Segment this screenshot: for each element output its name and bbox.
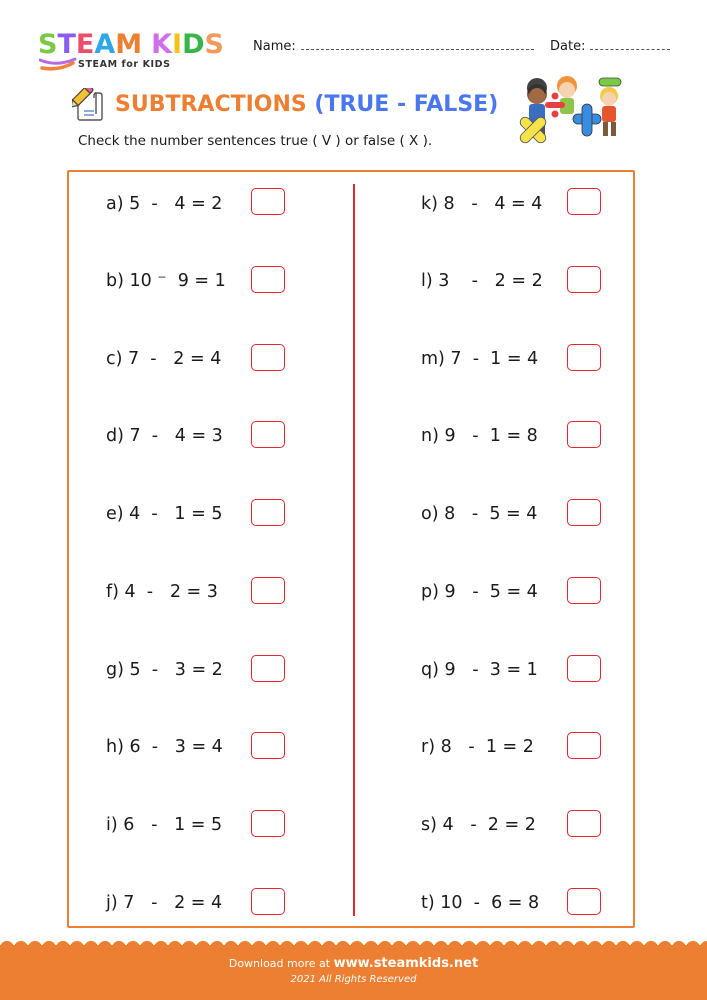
problem-equation: h) 6 - 3 = 4 — [106, 737, 223, 757]
logo-title — [38, 30, 224, 60]
problem-item — [421, 810, 536, 840]
problem-item — [106, 577, 218, 607]
problem-equation: s) 4 - 2 = 2 — [421, 815, 536, 835]
title-qualifier: (TRUE - FALSE) — [314, 92, 499, 117]
answer-checkbox[interactable] — [251, 188, 285, 215]
problem-equation: j) 7 - 2 = 4 — [106, 893, 223, 913]
answer-checkbox[interactable] — [251, 810, 285, 837]
instructions-text: Check the number sentences true ( V ) or false ( X ). — [78, 133, 433, 149]
problem-equation: k) 8 - 4 = 4 — [421, 194, 543, 214]
problem-item — [106, 189, 222, 219]
logo-swoosh-icon — [39, 57, 77, 73]
title-main: SUBTRACTIONS — [115, 92, 307, 117]
footer-download-prefix: Download more at — [228, 957, 334, 970]
problem-equation: p) 9 - 5 = 4 — [421, 582, 538, 602]
problem-equation: a) 5 - 4 = 2 — [106, 194, 223, 214]
answer-checkbox[interactable] — [251, 888, 285, 915]
problem-item — [421, 888, 539, 918]
logo-letter: E — [75, 29, 95, 60]
answer-checkbox[interactable] — [567, 344, 601, 371]
name-field[interactable] — [253, 39, 534, 54]
answer-checkbox[interactable] — [567, 577, 601, 604]
problem-item — [106, 344, 221, 374]
logo-letter: K — [151, 29, 173, 60]
problem-item — [421, 189, 542, 219]
steam-kids-logo — [38, 30, 238, 74]
answer-checkbox[interactable] — [567, 888, 601, 915]
logo-subtitle: STEAM for KIDS — [78, 59, 171, 70]
answer-checkbox[interactable] — [567, 499, 601, 526]
problem-equation: i) 6 - 1 = 5 — [106, 815, 223, 835]
problem-equation: t) 10 - 6 = 8 — [421, 893, 540, 913]
logo-letter: A — [94, 29, 116, 60]
problem-equation: b) 10 ⁻ 9 = 1 — [106, 271, 226, 291]
problem-item — [106, 499, 222, 529]
logo-letter: S — [204, 29, 224, 60]
footer-bar — [0, 945, 707, 1000]
date-label: Date: — [550, 39, 586, 54]
problem-item — [421, 266, 543, 296]
answer-checkbox[interactable] — [251, 577, 285, 604]
column-divider — [353, 184, 355, 916]
problem-equation: f) 4 - 2 = 3 — [106, 582, 218, 602]
problem-equation: d) 7 - 4 = 3 — [106, 426, 223, 446]
problem-item — [421, 655, 538, 685]
logo-letter: T — [57, 29, 76, 60]
footer-copyright: 2021 All Rights Reserved — [290, 974, 417, 985]
answer-checkbox[interactable] — [251, 655, 285, 682]
problem-item — [421, 577, 538, 607]
pencil-scroll-icon — [72, 88, 106, 122]
footer-download — [0, 956, 707, 971]
problem-equation: l) 3 - 2 = 2 — [421, 271, 543, 291]
problem-item — [106, 655, 223, 685]
answer-checkbox[interactable] — [567, 266, 601, 293]
answer-checkbox[interactable] — [251, 421, 285, 448]
problem-equation: m) 7 - 1 = 4 — [421, 349, 539, 369]
answer-checkbox[interactable] — [251, 732, 285, 759]
problem-item — [421, 344, 538, 374]
problem-item — [106, 810, 222, 840]
problem-equation: e) 4 - 1 = 5 — [106, 504, 223, 524]
logo-letter: M — [115, 29, 143, 60]
answer-checkbox[interactable] — [567, 810, 601, 837]
answer-checkbox[interactable] — [251, 344, 285, 371]
logo-letter: D — [182, 29, 205, 60]
problem-item — [421, 732, 534, 762]
answer-checkbox[interactable] — [567, 421, 601, 448]
footer-website-link[interactable]: www.steamkids.net — [333, 956, 479, 971]
problem-item — [421, 421, 538, 451]
logo-letter: I — [172, 29, 183, 60]
answer-checkbox[interactable] — [251, 499, 285, 526]
answer-checkbox[interactable] — [567, 732, 601, 759]
name-label: Name: — [253, 39, 296, 54]
problem-item — [106, 421, 223, 451]
problem-equation: c) 7 - 2 = 4 — [106, 349, 222, 369]
problem-item — [106, 888, 222, 918]
problem-equation: n) 9 - 1 = 8 — [421, 426, 538, 446]
logo-letter: S — [38, 29, 58, 60]
date-field[interactable] — [550, 39, 670, 54]
problem-item — [421, 499, 537, 529]
problem-equation: g) 5 - 3 = 2 — [106, 660, 223, 680]
problem-item — [106, 266, 226, 296]
page-title — [115, 92, 498, 117]
kids-math-illustration — [515, 68, 635, 156]
problem-equation: r) 8 - 1 = 2 — [421, 737, 534, 757]
answer-checkbox[interactable] — [251, 266, 285, 293]
answer-checkbox[interactable] — [567, 655, 601, 682]
problem-equation: o) 8 - 5 = 4 — [421, 504, 538, 524]
problem-equation: q) 9 - 3 = 1 — [421, 660, 538, 680]
date-blank-line[interactable] — [590, 40, 670, 50]
answer-checkbox[interactable] — [567, 188, 601, 215]
problem-item — [106, 732, 223, 762]
name-blank-line[interactable] — [301, 40, 534, 50]
